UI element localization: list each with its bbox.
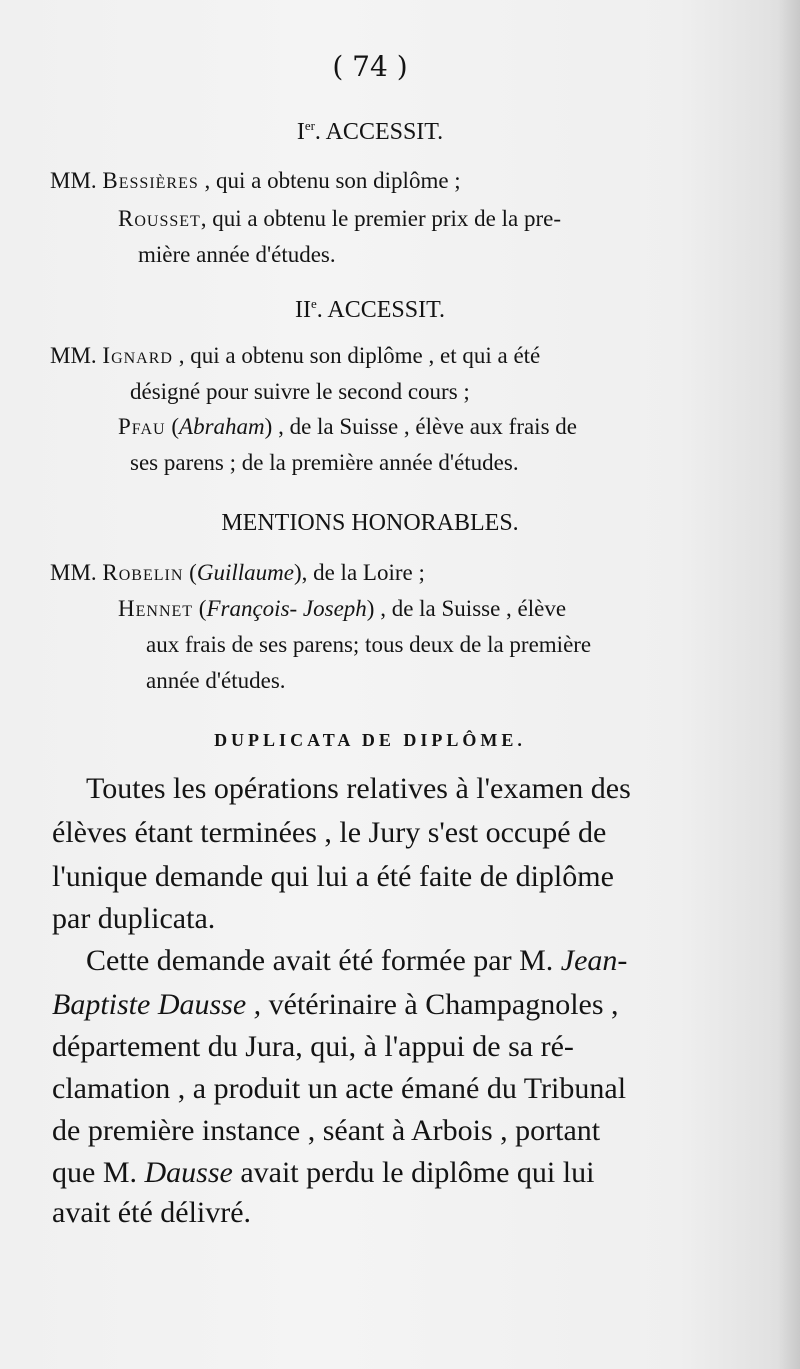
heading-mentions: MENTIONS HONORABLES. xyxy=(221,510,519,536)
duplicata-p1-line-3: l'unique demande qui lui a été faite de diplôme xyxy=(52,860,614,893)
page-edge-shadow xyxy=(778,0,800,1369)
duplicata-p2-line-5: de première instance , séant à Arbois , portant xyxy=(52,1114,601,1147)
accessit2-line-3: Pfau (Abraham) , de la Suisse , élève aux frais de xyxy=(118,414,577,439)
mentions-line-2: Hennet (François- Joseph) , de la Suisse , élève xyxy=(118,596,567,621)
accessit1-line-1: MM. Bessières , qui a obtenu son diplôme ; xyxy=(50,168,461,193)
duplicata-p2-line-1: Cette demande avait été formée par M. Jean- xyxy=(86,944,628,977)
accessit2-line-1: MM. Ignard , qui a obtenu son diplôme , et qui a été xyxy=(50,343,541,368)
accessit2-line-4: ses parens ; de la première année d'études. xyxy=(130,450,519,475)
mentions-line-4: année d'études. xyxy=(146,668,286,693)
duplicata-p2-line-4: clamation , a produit un acte émané du Tribunal xyxy=(52,1072,627,1105)
mentions-line-3: aux frais de ses parens; tous deux de la première xyxy=(146,632,592,657)
duplicata-p1-line-2: élèves étant terminées , le Jury s'est occupé de xyxy=(52,816,607,849)
mentions-line-1: MM. Robelin (Guillaume), de la Loire ; xyxy=(50,560,425,585)
heading-accessit-2: IIe. ACCESSIT. xyxy=(294,296,445,323)
accessit1-line-2: Rousset, qui a obtenu le premier prix de la pre- xyxy=(118,206,561,231)
duplicata-p1-line-1: Toutes les opérations relatives à l'examen des xyxy=(86,772,631,805)
page-number: ( 74 ) xyxy=(332,50,408,83)
heading-duplicata: DUPLICATA DE DIPLÔME. xyxy=(214,730,526,750)
duplicata-p2-line-6: que M. Dausse avait perdu le diplôme qui lui xyxy=(52,1156,595,1189)
accessit1-line-3: mière année d'études. xyxy=(138,242,336,267)
accessit2-line-2: désigné pour suivre le second cours ; xyxy=(130,379,470,404)
duplicata-p2-line-3: département du Jura, qui, à l'appui de sa ré- xyxy=(52,1030,574,1063)
heading-accessit-1: Ier. ACCESSIT. xyxy=(296,118,444,145)
duplicata-p2-line-7: avait été délivré. xyxy=(52,1196,252,1229)
duplicata-p2-line-2: Baptiste Dausse , vétérinaire à Champagnoles , xyxy=(52,988,619,1021)
duplicata-p1-line-4: par duplicata. xyxy=(52,902,216,935)
